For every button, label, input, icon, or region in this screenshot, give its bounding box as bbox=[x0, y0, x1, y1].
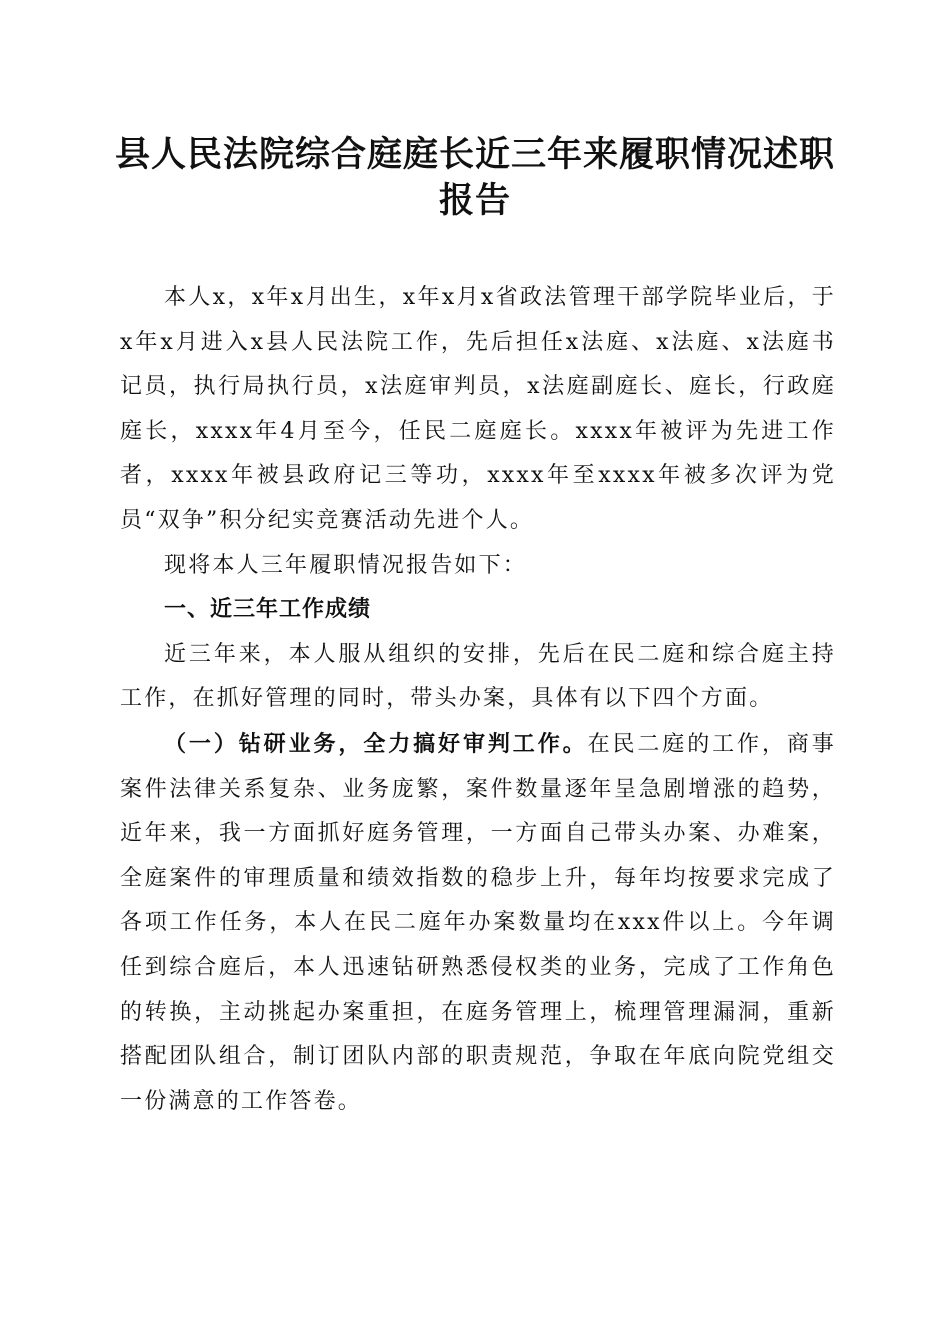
document-title bbox=[110, 132, 840, 224]
title-line-1: 县人民法院综合庭庭长近三年来履职情况述职 bbox=[114, 134, 835, 175]
section-1-lead: （一）钻研业务，全力搞好审判工作。 bbox=[164, 730, 588, 757]
paragraph-report: 现将本人三年履职情况报告如下： bbox=[164, 552, 528, 578]
section-1-body: 在民二庭的工作，商事案件法律关系复杂、业务庞繁，案件数量逐年呈急剧增涨的趋势，近年来，我一方面抓好庭务管理，一方面自己带头办案、办难案，全庭案件的审理质量和绩效指数的稳步上升，每年均按要求完成了各项工作任务，本人在民二庭年办案数量均在xxx件以上。今年调任到综合庭后，本人迅速钻研熟悉侵权类的业务，完成了工作角色的转换，主动挑起办案重担，在庭务管理上，梳理管理漏洞，重新搭配团队组合，制订团队内部的职责规范，争取在年底向院党组交一份满意的工作答卷。 bbox=[120, 731, 836, 1114]
paragraph-summary: 近三年来，本人服从组织的安排，先后在民二庭和综合庭主持工作，在抓好管理的同时，带头办案，具体有以下四个方面。 bbox=[120, 641, 836, 712]
section-heading-1: 一、近三年工作成绩 bbox=[164, 597, 372, 623]
document-body bbox=[120, 276, 836, 1124]
title-line-2: 报告 bbox=[438, 180, 511, 221]
paragraph-section-1 bbox=[120, 722, 836, 1124]
paragraph-intro: 本人x，x年x月出生，x年x月x省政法管理干部学院毕业后，于x年x月进入x县人民法院工作，先后担任x法庭、x法庭、x法庭书记员，执行局执行员，x法庭审判员，x法庭副庭长、庭长，行政庭庭长，xxxx年4月至今，任民二庭庭长。xxxx年被评为先进工作者，xxxx年被县政府记三等功，xxxx年至xxxx年被多次评为党员“双争”积分纪实竞赛活动先进个人。 bbox=[120, 285, 836, 533]
